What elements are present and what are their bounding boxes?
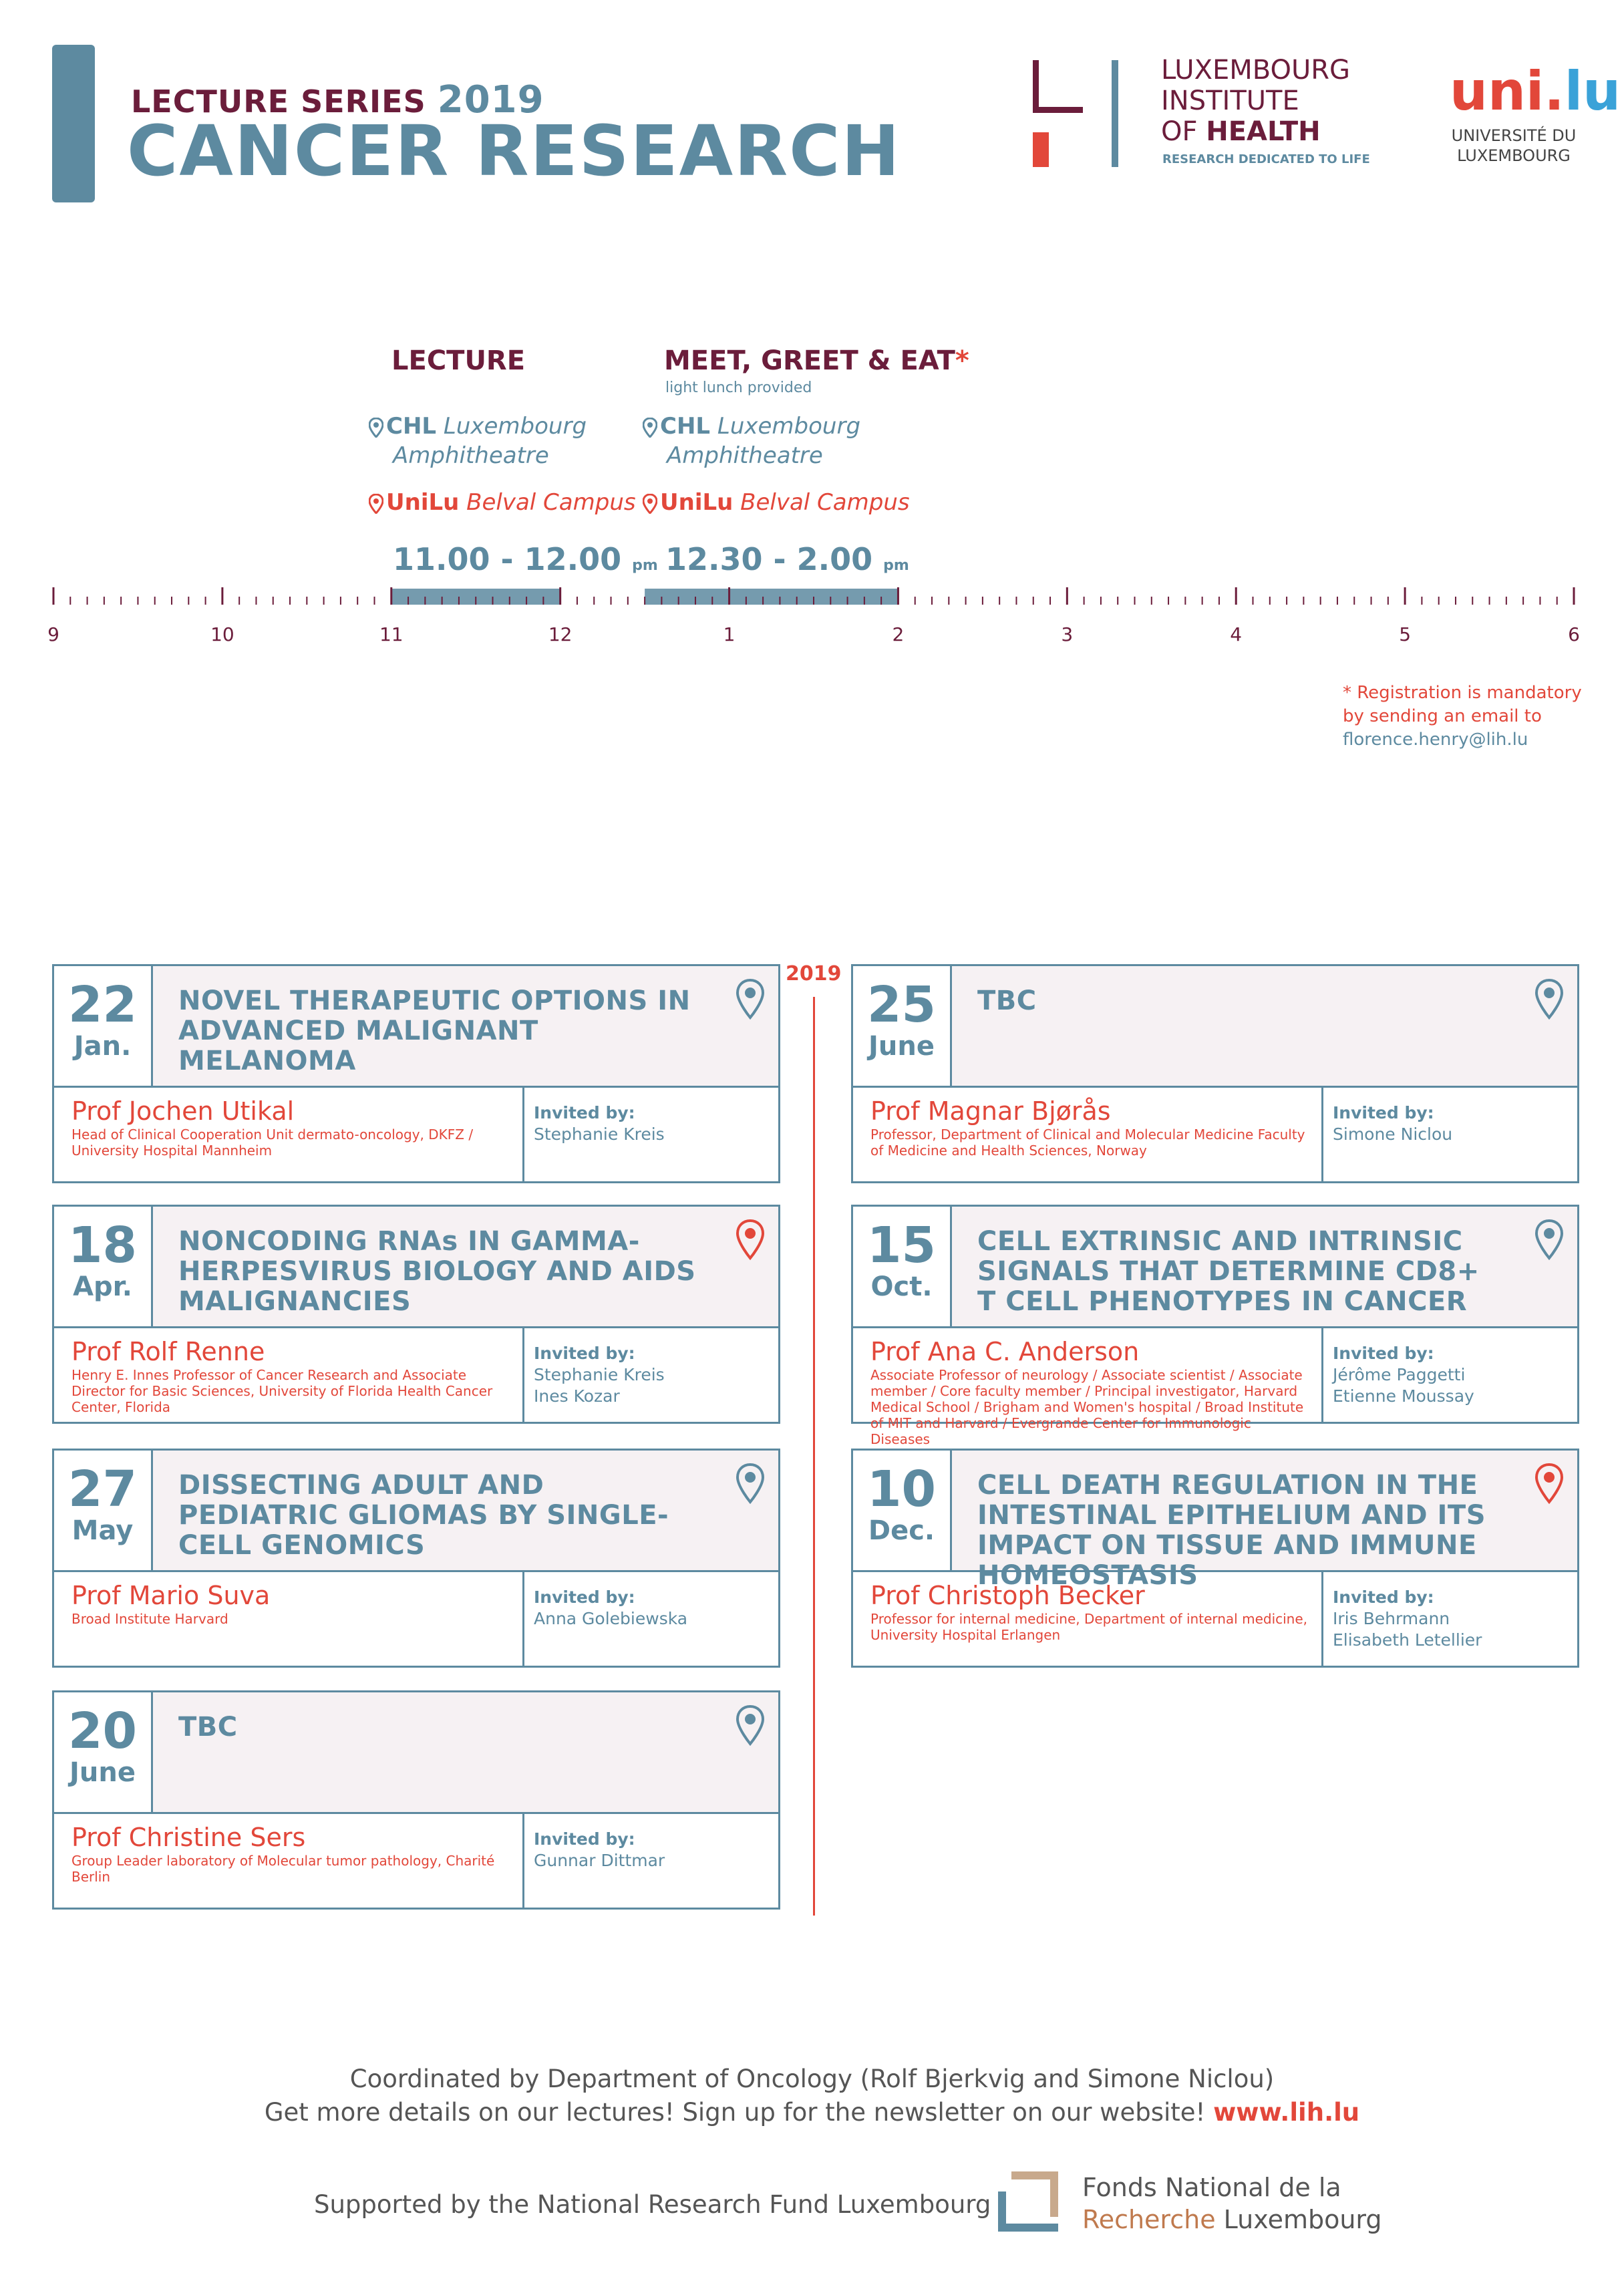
location-pin-icon [1534, 1219, 1564, 1260]
speaker-affiliation: Professor, Department of Clinical and Molecular Medicine Faculty of Medicine and Health Sciences, Norway [870, 1126, 1305, 1159]
fnr-line-1: Fonds National de la [1082, 2173, 1341, 2202]
location-pin-icon [736, 978, 765, 1020]
timeline-label: 6 [1568, 623, 1580, 645]
invited-block [524, 1088, 778, 1181]
lecture-card-footer [54, 1088, 778, 1181]
lecture-month: May [71, 1515, 134, 1546]
speaker-name: Prof Ana C. Anderson [870, 1337, 1140, 1366]
lecture-card-footer [853, 1088, 1577, 1181]
chl-location-meet [643, 412, 860, 470]
lecture-card [851, 1449, 1579, 1668]
support-line: Supported by the National Research Fund Luxembourg [314, 2190, 991, 2219]
lecture-title: CELL EXTRINSIC AND INTRINSIC SIGNALS THAT DETERMINE CD8+ T CELL PHENOTYPES IN CANCER [977, 1226, 1480, 1317]
fnr-line-2a: Recherche [1082, 2205, 1216, 2234]
location-pin-icon [369, 494, 383, 514]
unilu-italic: Belval Campus [459, 489, 636, 516]
meet-time-pm: pm [883, 557, 909, 574]
lecture-day: 25 [867, 976, 936, 1034]
registration-email[interactable]: florence.henry@lih.lu [1343, 730, 1528, 750]
invited-names: Jérôme Paggetti Etienne Moussay [1333, 1365, 1474, 1406]
registration-line-2: by sending an email to [1343, 706, 1542, 726]
header-accent-bar [52, 45, 95, 202]
timeline-label: 11 [379, 623, 403, 645]
lecture-month: June [69, 1757, 136, 1788]
unilu-logo-a: uni. [1450, 60, 1565, 122]
speaker-affiliation: Broad Institute Harvard [71, 1611, 228, 1627]
lecture-card [851, 1205, 1579, 1447]
meet-range-bar [645, 589, 898, 605]
unilu-italic: Belval Campus [733, 489, 910, 516]
meet-heading [664, 345, 969, 376]
lecture-day: 10 [867, 1461, 936, 1518]
lecture-card [851, 964, 1579, 1183]
lecture-card-footer [54, 1814, 778, 1908]
lecture-card-header [54, 1207, 778, 1328]
lecture-card [52, 1449, 780, 1668]
invited-label: Invited by: [534, 1829, 635, 1849]
details-line [0, 2098, 1624, 2127]
lecture-card [52, 964, 780, 1183]
lecture-month: Apr. [73, 1271, 132, 1302]
invited-names: Anna Golebiewska [534, 1609, 688, 1628]
lecture-date [853, 1207, 952, 1326]
lih-line-2: INSTITUTE [1161, 86, 1299, 116]
timeline-label: 2 [892, 623, 905, 645]
lecture-card-footer [54, 1328, 778, 1422]
lih-tagline: RESEARCH DEDICATED TO LIFE [1162, 152, 1370, 166]
speaker-block [54, 1328, 524, 1422]
lecture-card-header [54, 1692, 778, 1814]
location-pin-icon [1534, 978, 1564, 1020]
lecture-time-value: 11.00 - 12.00 [393, 541, 622, 577]
fnr-line-2b: Luxembourg [1215, 2205, 1382, 2234]
chl-italic: Luxembourg [710, 413, 861, 440]
invited-names: Stephanie Kreis Ines Kozar [534, 1365, 665, 1406]
invited-names: Stephanie Kreis [534, 1124, 665, 1144]
timeline-label: 4 [1230, 623, 1243, 645]
unilu-bold: UniLu [386, 489, 460, 516]
registration-note [1343, 682, 1582, 752]
speaker-affiliation: Professor for internal medicine, Department of internal medicine, University Hospital Erlangen [870, 1611, 1308, 1643]
lih-line-3a: OF [1161, 116, 1206, 147]
lecture-month: Oct. [870, 1271, 933, 1302]
invited-label: Invited by: [534, 1103, 635, 1122]
location-pin-icon [736, 1704, 765, 1746]
lecture-title: CELL DEATH REGULATION IN THE INTESTINAL EPITHELIUM AND ITS IMPACT ON TISSUE AND IMMUNE HOMEOSTASIS [977, 1470, 1486, 1591]
lecture-title: TBC [178, 1712, 238, 1743]
lecture-date [853, 1451, 952, 1570]
meet-subtitle: light lunch provided [665, 380, 812, 396]
invited-block [524, 1572, 778, 1666]
meet-time-value: 12.30 - 2.00 [665, 541, 873, 577]
center-year: 2019 [786, 962, 842, 986]
speaker-name: Prof Rolf Renne [71, 1337, 265, 1366]
speaker-affiliation: Associate Professor of neurology / Associate scientist / Associate member / Core faculty member / Principal investigator, Harvard Medical School / Brigham and Women's hospital / Broad Institute of MIT and Harvard / Evergrande Center for Immunologic Diseases [870, 1367, 1304, 1447]
fnr-logo-text [1082, 2171, 1382, 2236]
invited-label: Invited by: [1333, 1587, 1434, 1607]
speaker-affiliation: Group Leader laboratory of Molecular tumor pathology, Charité Berlin [71, 1853, 495, 1885]
lecture-day: 18 [68, 1217, 137, 1274]
lecture-card-footer [853, 1328, 1577, 1447]
invited-label: Invited by: [534, 1344, 635, 1363]
lih-line-1: LUXEMBOURG [1161, 55, 1351, 86]
meet-asterisk: * [955, 345, 969, 376]
lecture-card-footer [853, 1572, 1577, 1666]
chl-italic: Luxembourg [436, 413, 587, 440]
speaker-name: Prof Mario Suva [71, 1581, 271, 1610]
unilu-name-2: LUXEMBOURG [1457, 146, 1571, 165]
timeline [40, 575, 1590, 655]
lecture-month: June [868, 1031, 935, 1062]
lecture-title: NONCODING RNAs IN GAMMA-HERPESVIRUS BIOLOGY AND AIDS MALIGNANCIES [178, 1226, 696, 1317]
lecture-time-pm: pm [632, 557, 658, 574]
lecture-title: DISSECTING ADULT AND PEDIATRIC GLIOMAS BY SINGLE-CELL GENOMICS [178, 1470, 669, 1561]
speaker-block [853, 1088, 1323, 1181]
invited-block [524, 1814, 778, 1908]
speaker-affiliation: Head of Clinical Cooperation Unit dermato-oncology, DKFZ / University Hospital Mannheim [71, 1126, 474, 1159]
speaker-name: Prof Christine Sers [71, 1823, 306, 1852]
lecture-card-header [853, 1451, 1577, 1591]
invited-label: Invited by: [1333, 1103, 1434, 1122]
meet-time [665, 541, 909, 577]
location-pin-icon [643, 418, 657, 438]
lecture-heading: LECTURE [391, 345, 526, 376]
lecture-day: 22 [68, 976, 137, 1034]
registration-line-1: * Registration is mandatory [1343, 683, 1582, 703]
unilu-location-lecture [369, 488, 636, 517]
lecture-card-header [54, 966, 778, 1088]
unilu-name-1: UNIVERSITÉ DU [1451, 126, 1577, 145]
lecture-card-header [54, 1451, 778, 1572]
invited-names: Iris Behrmann Elisabeth Letellier [1333, 1609, 1482, 1650]
timeline-label: 9 [47, 623, 59, 645]
timeline-label: 1 [723, 623, 736, 645]
lecture-date [54, 1692, 153, 1812]
lecture-day: 15 [867, 1217, 936, 1274]
lecture-date [54, 1207, 153, 1326]
unilu-location-meet [643, 488, 910, 517]
lecture-date [54, 966, 153, 1086]
invited-block [524, 1328, 778, 1422]
speaker-name: Prof Magnar Bjørås [870, 1096, 1111, 1126]
location-pin-icon [369, 418, 383, 438]
lecture-day: 27 [68, 1461, 137, 1518]
unilu-name [1447, 126, 1581, 166]
fnr-logo-mark [991, 2165, 1065, 2238]
timeline-label: 10 [210, 623, 234, 645]
invited-names: Gunnar Dittmar [534, 1851, 665, 1870]
invited-block [1323, 1088, 1577, 1181]
details-text: Get more details on our lectures! Sign up for the newsletter on our website! [264, 2098, 1214, 2127]
speaker-name: Prof Jochen Utikal [71, 1096, 295, 1126]
invited-block [1323, 1572, 1577, 1666]
timeline-label: 3 [1061, 623, 1074, 645]
chl-amphitheatre: Amphitheatre [667, 442, 823, 469]
page-title: CANCER RESEARCH [127, 110, 901, 192]
center-divider [813, 997, 815, 1916]
lecture-title: NOVEL THERAPEUTIC OPTIONS IN ADVANCED MALIGNANT MELANOMA [178, 986, 691, 1076]
speaker-affiliation: Henry E. Innes Professor of Cancer Research and Associate Director for Basic Sciences, University of Florida Health Cancer Center, Florida [71, 1367, 493, 1415]
location-pin-icon [1534, 1463, 1564, 1504]
location-pin-icon [736, 1219, 765, 1260]
chl-amphitheatre: Amphitheatre [393, 442, 549, 469]
speaker-block [853, 1328, 1323, 1447]
lih-line-3b: HEALTH [1206, 116, 1321, 147]
invited-label: Invited by: [534, 1587, 635, 1607]
coordinated-by: Coordinated by Department of Oncology (Rolf Bjerkvig and Simone Niclou) [349, 2065, 1275, 2093]
lih-logo-text [1161, 55, 1350, 147]
lih-logo-mark [1033, 60, 1120, 167]
speaker-block [54, 1814, 524, 1908]
location-pin-icon [643, 494, 657, 514]
lecture-card [52, 1205, 780, 1424]
lecture-card-footer [54, 1572, 778, 1666]
speaker-name: Prof Christoph Becker [870, 1581, 1145, 1610]
unilu-logo [1450, 61, 1621, 122]
unilu-logo-b: lu [1564, 60, 1621, 122]
lecture-card-header [853, 1207, 1577, 1328]
meet-heading-text: MEET, GREET & EAT [664, 345, 955, 376]
series-label-text: LECTURE SERIES [131, 84, 426, 120]
speaker-block [54, 1088, 524, 1181]
lecture-card [52, 1690, 780, 1910]
chl-location-lecture [369, 412, 587, 470]
timeline-label: 5 [1399, 623, 1412, 645]
unilu-bold: UniLu [660, 489, 734, 516]
lecture-date [853, 966, 952, 1086]
lecture-date [54, 1451, 153, 1570]
website-link[interactable]: www.lih.lu [1213, 2098, 1360, 2127]
series-year: 2019 [437, 78, 544, 122]
lecture-day: 20 [68, 1702, 137, 1760]
invited-names: Simone Niclou [1333, 1124, 1453, 1144]
chl-bold: CHL [660, 413, 711, 440]
speaker-block [54, 1572, 524, 1666]
invited-label: Invited by: [1333, 1344, 1434, 1363]
invited-block [1323, 1328, 1577, 1422]
lecture-card-header [853, 966, 1577, 1088]
location-pin-icon [736, 1463, 765, 1504]
lecture-title: TBC [977, 986, 1037, 1016]
lecture-month: Dec. [868, 1515, 935, 1546]
chl-bold: CHL [386, 413, 437, 440]
lecture-time [393, 541, 658, 577]
lecture-month: Jan. [73, 1031, 132, 1062]
timeline-label: 12 [548, 623, 573, 645]
